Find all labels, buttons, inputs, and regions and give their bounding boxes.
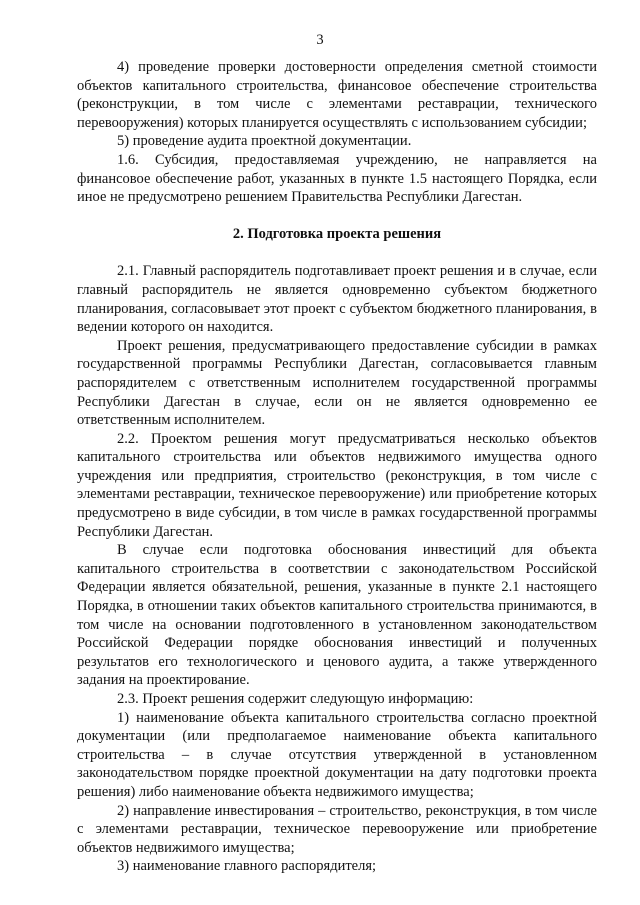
list-item-1: 1) наименование объекта капитального строительства согласно проектной документации (или предполагаемое наименование объекта капитального строительства – в случае отсутствия утвержденной в установленном законодательством порядке проектной документации на дату подготовки проекта решения) либо наименование объекта недвижимого имущества; [77, 709, 597, 800]
document-body [77, 58, 597, 876]
paragraph-2-1: 2.1. Главный распорядитель подготавливает проект решения и в случае, если главный распорядитель не является одновременно субъектом бюджетного планирования, согласовывает этот проект с субъектом бюджетного планирования, в ведении которого он находится. [77, 263, 597, 336]
paragraph-2-2: 2.2. Проектом решения могут предусматриваться несколько объектов капитального строительства или объектов недвижимого имущества одного учреждения или предприятия, строительство (реконструкция, в том числе с элементами реставрации, техническое перевооружение) или приобретение которых предусмотрено в виде субсидии, в том числе в рамках государственной программы Республики Дагестан. [77, 430, 597, 540]
paragraph-5-audit-docs: 5) проведение аудита проектной документации. [117, 133, 412, 150]
paragraph-4-audit-estimate: 4) проведение проверки достоверности определения сметной стоимости объектов капитального строительства, финансовое обеспечение строительства (реконструкции, в том числе с элементами реставрации, технического перевооружения) которых планируется осуществлять с использованием субсидии; [77, 59, 597, 131]
paragraph-investment-justification: В случае если подготовка обоснования инвестиций для объекта капитального строительства в соответствии с законодательством Российской Федерации является обязательной, решения, указанные в пункте 2.1 настоящего Порядка, в отношении таких объектов капитального строительства принимаются, в том числе на основании подготовленного в установленном законодательством Российской Федерации порядке обоснования инвестиций и полученных результатов его технологического и ценового аудита, а также утвержденного задания на проектирование. [77, 542, 597, 689]
paragraph-1-6: 1.6. Субсидия, предоставляемая учреждению, не направляется на финансовое обеспечение работ, указанных в пункте 1.5 настоящего Порядка, если иное не предусмотрено решением Правительства Республики Дагестан. [77, 151, 597, 206]
paragraph-program-approval: Проект решения, предусматривающего предоставление субсидии в рамках государственной программы Республики Дагестан, согласовывается главным распорядителем с ответственным исполнителем государственной программы Республики Дагестан в случае, если он не является одновременно ее ответственным исполнителем. [77, 337, 597, 429]
section-heading: 2. Подготовка проекта решения [232, 225, 442, 242]
list-item-3: 3) наименование главного распорядителя; [117, 858, 377, 875]
paragraph-2-3: 2.3. Проект решения содержит следующую информацию: [117, 691, 474, 707]
page-number: 3 [316, 32, 324, 48]
list-item-2: 2) направление инвестирования – строительство, реконструкция, в том числе с элементами реставрации, техническое перевооружение или приобретение объектов недвижимого имущества; [77, 802, 597, 856]
